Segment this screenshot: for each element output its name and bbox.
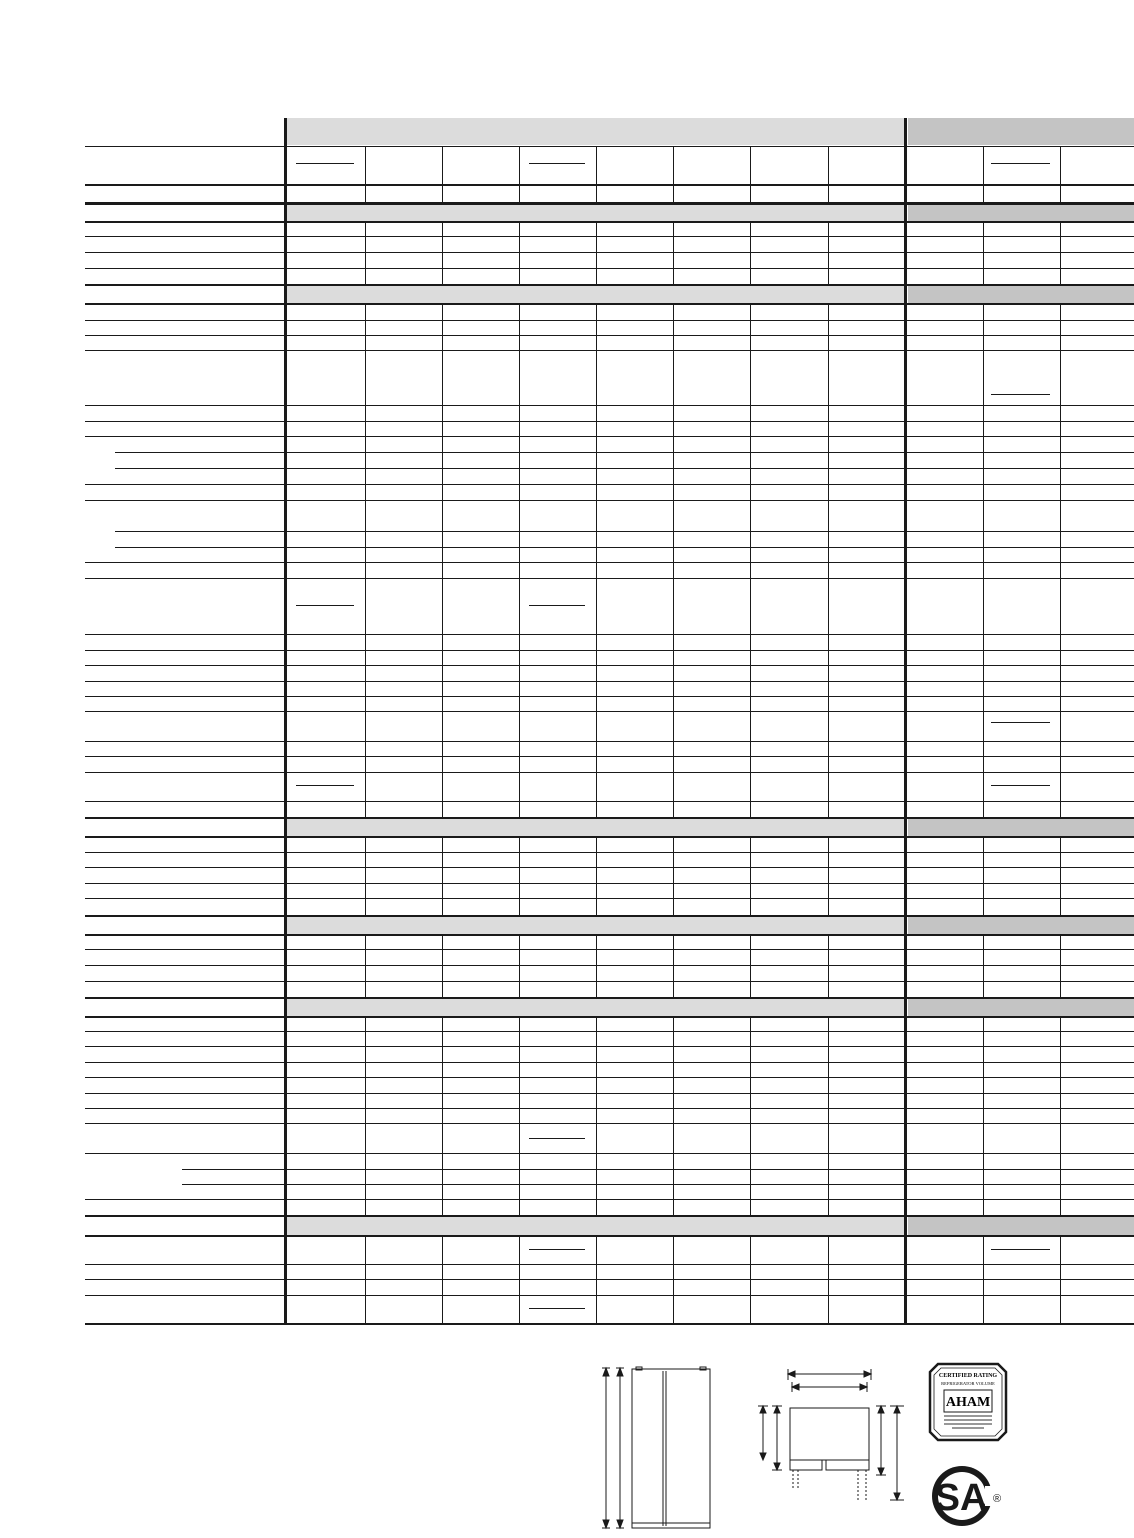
- cell-underline-mark: [991, 394, 1050, 395]
- section-band: [908, 284, 1134, 303]
- row-rule: [85, 202, 1134, 203]
- row-rule: [85, 562, 1134, 563]
- column-rule: [442, 1016, 443, 1215]
- row-rule: [85, 867, 1134, 868]
- section-rule: [85, 1016, 1134, 1018]
- row-rule: [85, 335, 1134, 336]
- column-rule: [750, 836, 751, 915]
- column-rule: [750, 934, 751, 997]
- cell-underline-mark: [529, 1138, 585, 1139]
- refrigerator-top-view-clearances: [758, 1369, 904, 1500]
- column-rule: [365, 303, 366, 817]
- column-rule: [365, 934, 366, 997]
- section-band: [908, 203, 1134, 221]
- column-rule: [596, 221, 597, 284]
- row-rule: [85, 883, 1134, 884]
- seal-line-1: CERTIFIED RATING: [938, 1373, 998, 1379]
- cell-underline-mark: [991, 1249, 1050, 1250]
- column-rule: [983, 303, 984, 817]
- row-rule: [85, 1199, 1134, 1200]
- column-rule: [442, 934, 443, 997]
- row-rule: [85, 578, 1134, 579]
- section-band: [908, 915, 1134, 934]
- column-rule: [1060, 221, 1061, 284]
- column-rule: [442, 146, 443, 203]
- column-rule: [365, 836, 366, 915]
- row-rule: [115, 452, 1134, 453]
- row-rule: [85, 696, 1134, 697]
- row-rule: [115, 531, 1134, 532]
- column-header-underline: [296, 163, 354, 164]
- column-rule: [442, 836, 443, 915]
- section-band: [286, 203, 905, 221]
- seal-line-2: REFRIGERATOR VOLUME: [941, 1381, 995, 1386]
- section-rule: [85, 284, 1134, 286]
- column-rule: [828, 934, 829, 997]
- column-rule: [983, 221, 984, 284]
- row-rule: [85, 350, 1134, 351]
- column-rule: [519, 221, 520, 284]
- row-rule: [85, 711, 1134, 712]
- column-header-underline: [991, 163, 1050, 164]
- section-band: [286, 284, 905, 303]
- cell-underline-mark: [529, 605, 585, 606]
- column-rule: [596, 146, 597, 203]
- cell-underline-mark: [991, 785, 1050, 786]
- csa-logo-text: SA: [934, 1477, 988, 1519]
- row-rule: [85, 1279, 1134, 1280]
- column-rule: [983, 934, 984, 997]
- column-rule: [983, 1235, 984, 1323]
- column-rule: [828, 1235, 829, 1323]
- column-rule: [828, 1016, 829, 1215]
- row-rule: [85, 1323, 1134, 1325]
- csa-mark: [932, 1466, 1001, 1526]
- row-rule: [85, 665, 1134, 666]
- row-rule: [85, 252, 1134, 253]
- cell-underline-mark: [529, 1249, 585, 1250]
- row-rule: [85, 1108, 1134, 1109]
- section-rule: [85, 817, 1134, 819]
- row-rule: [85, 634, 1134, 635]
- header-group-2: [908, 118, 1134, 145]
- row-rule: [85, 236, 1134, 237]
- row-rule: [85, 772, 1134, 773]
- column-rule: [673, 1016, 674, 1215]
- column-rule: [365, 1235, 366, 1323]
- column-rule: [750, 1235, 751, 1323]
- section-rule: [85, 836, 1134, 838]
- row-rule: [85, 756, 1134, 757]
- drawings-area: [0, 1340, 1134, 1538]
- registered-mark: ®: [992, 1493, 1002, 1505]
- row-rule: [85, 898, 1134, 899]
- cell-underline-mark: [529, 1308, 585, 1309]
- row-rule: [85, 146, 1134, 147]
- section-band: [286, 817, 905, 836]
- column-rule: [596, 303, 597, 817]
- row-rule: [85, 405, 1134, 406]
- row-rule: [85, 1123, 1134, 1124]
- column-rule: [442, 221, 443, 284]
- row-rule: [85, 1062, 1134, 1063]
- row-rule: [85, 320, 1134, 321]
- row-rule: [85, 741, 1134, 742]
- column-rule: [1060, 303, 1061, 817]
- row-rule: [85, 1031, 1134, 1032]
- column-header-underline: [529, 163, 585, 164]
- column-rule: [1060, 1016, 1061, 1215]
- row-rule: [85, 184, 1134, 186]
- row-rule: [85, 421, 1134, 422]
- column-rule: [983, 836, 984, 915]
- section-band: [286, 1215, 905, 1235]
- row-rule: [85, 1046, 1134, 1047]
- section-band: [908, 817, 1134, 836]
- label-column-rule: [284, 118, 287, 1323]
- column-rule: [750, 146, 751, 203]
- section-rule: [85, 915, 1134, 917]
- column-rule: [673, 303, 674, 817]
- section-rule: [85, 1215, 1134, 1217]
- row-rule: [85, 965, 1134, 966]
- section-rule: [85, 934, 1134, 936]
- column-rule: [519, 303, 520, 817]
- column-rule: [596, 1016, 597, 1215]
- column-rule: [673, 1235, 674, 1323]
- row-rule: [85, 1153, 1134, 1154]
- column-rule: [750, 303, 751, 817]
- row-rule: [85, 484, 1134, 485]
- column-rule: [828, 303, 829, 817]
- column-rule: [365, 146, 366, 203]
- section-rule: [85, 221, 1134, 223]
- row-rule: [85, 801, 1134, 802]
- column-rule: [365, 1016, 366, 1215]
- section-band: [286, 997, 905, 1016]
- column-rule: [750, 221, 751, 284]
- column-rule: [519, 1235, 520, 1323]
- column-rule: [828, 146, 829, 203]
- column-rule: [673, 146, 674, 203]
- row-rule: [85, 852, 1134, 853]
- column-rule: [1060, 146, 1061, 203]
- row-rule: [85, 681, 1134, 682]
- column-rule: [596, 1235, 597, 1323]
- row-rule: [182, 1169, 1134, 1170]
- column-rule: [828, 221, 829, 284]
- column-rule: [673, 836, 674, 915]
- header-group-1: [286, 118, 905, 145]
- row-rule: [85, 436, 1134, 437]
- row-rule: [115, 547, 1134, 548]
- column-rule: [519, 836, 520, 915]
- column-rule: [983, 1016, 984, 1215]
- row-rule: [85, 268, 1134, 269]
- section-band: [286, 915, 905, 934]
- row-rule: [85, 1093, 1134, 1094]
- column-rule: [673, 221, 674, 284]
- column-rule: [828, 836, 829, 915]
- row-rule: [182, 1184, 1134, 1185]
- cell-underline-mark: [991, 722, 1050, 723]
- section-rule: [85, 1235, 1134, 1237]
- column-rule: [442, 303, 443, 817]
- column-rule: [519, 934, 520, 997]
- side-by-side-refrigerator-front-view: [602, 1367, 710, 1528]
- cell-underline-mark: [296, 605, 354, 606]
- column-rule: [1060, 1235, 1061, 1323]
- section-band: [908, 1215, 1134, 1235]
- cell-underline-mark: [296, 785, 354, 786]
- group-divider-rule: [904, 118, 907, 1323]
- row-rule: [85, 949, 1134, 950]
- row-rule: [115, 468, 1134, 469]
- row-rule: [85, 1264, 1134, 1265]
- aham-certified-rating-seal: [930, 1364, 1006, 1440]
- section-band: [908, 997, 1134, 1016]
- column-rule: [673, 934, 674, 997]
- section-rule: [85, 203, 1134, 205]
- row-rule: [85, 1077, 1134, 1078]
- row-rule: [85, 1295, 1134, 1296]
- section-rule: [85, 303, 1134, 305]
- row-rule: [85, 650, 1134, 651]
- column-rule: [596, 836, 597, 915]
- row-rule: [85, 981, 1134, 982]
- column-rule: [983, 146, 984, 203]
- column-rule: [519, 146, 520, 203]
- column-rule: [1060, 934, 1061, 997]
- column-rule: [750, 1016, 751, 1215]
- column-rule: [1060, 836, 1061, 915]
- section-rule: [85, 997, 1134, 999]
- column-rule: [442, 1235, 443, 1323]
- row-rule: [85, 500, 1134, 501]
- column-rule: [365, 221, 366, 284]
- column-rule: [519, 1016, 520, 1215]
- column-rule: [596, 934, 597, 997]
- aham-logo-text: AHAM: [945, 1395, 991, 1410]
